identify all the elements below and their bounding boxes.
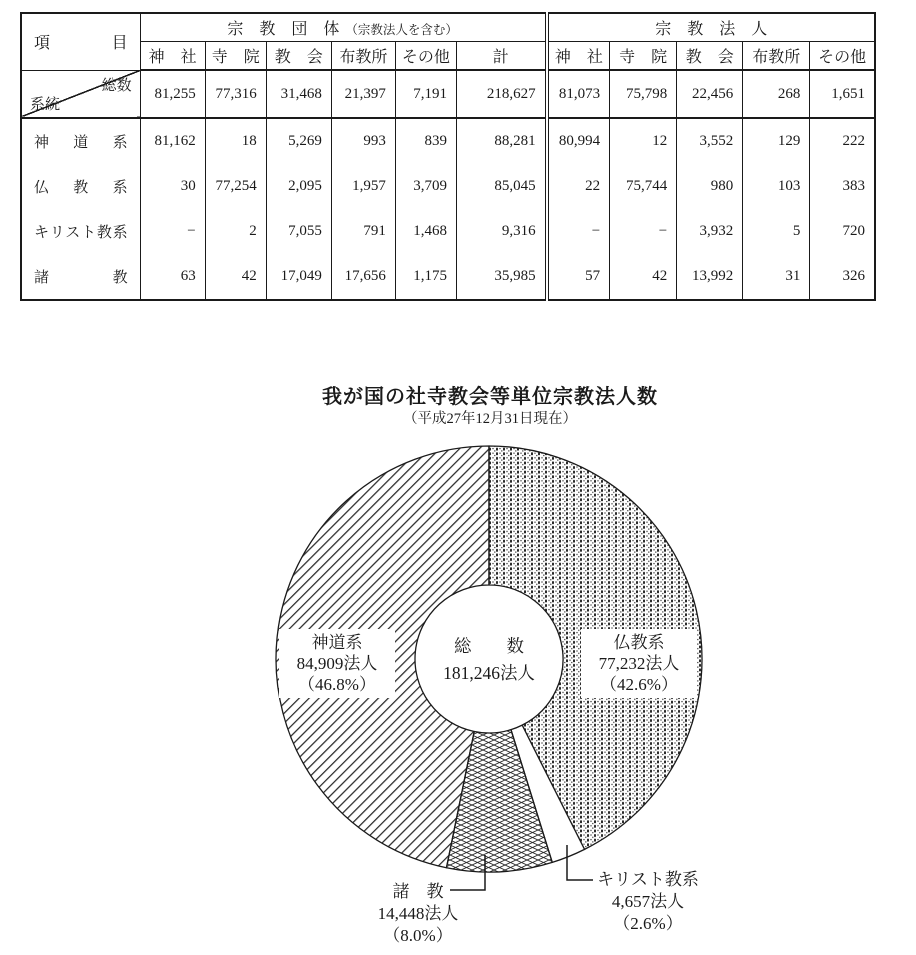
column-header: 寺 院 [610, 42, 677, 71]
value-cell: 81,162 [140, 118, 205, 164]
label-line: キリスト教系 [597, 870, 699, 889]
column-header: 布教所 [743, 42, 810, 71]
column-header: 計 [456, 42, 546, 71]
value-cell: 103 [743, 164, 810, 209]
value-cell: 81,073 [547, 70, 610, 118]
value-cell: 2 [205, 209, 266, 254]
religion-statistics-table [20, 12, 876, 301]
row-label: キリスト教系 [21, 209, 140, 254]
value-cell: 80,994 [547, 118, 610, 164]
value-cell: 7,055 [266, 209, 331, 254]
value-cell: 3,709 [395, 164, 456, 209]
table-row [21, 164, 875, 209]
label-line: （46.8%） [298, 675, 376, 694]
value-cell: 13,992 [677, 254, 743, 300]
row-label: 諸 教 [21, 254, 140, 300]
value-cell: 63 [140, 254, 205, 300]
value-cell: 88,281 [456, 118, 546, 164]
label-line: （2.6%） [613, 914, 683, 933]
stub-header: 項 目 [21, 13, 140, 70]
value-cell: 42 [205, 254, 266, 300]
label-line: 181,246法人 [443, 663, 535, 683]
column-header: 教 会 [677, 42, 743, 71]
value-cell: 22 [547, 164, 610, 209]
value-cell: 21,397 [331, 70, 395, 118]
value-cell: 2,095 [266, 164, 331, 209]
value-cell: 57 [547, 254, 610, 300]
value-cell: 218,627 [456, 70, 546, 118]
value-cell: 980 [677, 164, 743, 209]
label-line: 77,232法人 [598, 654, 680, 673]
label-line: 総 数 [454, 636, 524, 656]
value-cell: 222 [810, 118, 875, 164]
value-cell: 75,798 [610, 70, 677, 118]
value-cell: 1,175 [395, 254, 456, 300]
column-header: 教 会 [266, 42, 331, 71]
label-christian [583, 869, 713, 935]
label-buddhist [581, 629, 697, 698]
label-line: 14,448法人 [377, 904, 459, 923]
value-cell: 81,255 [140, 70, 205, 118]
value-cell: 35,985 [456, 254, 546, 300]
column-header: 神 社 [140, 42, 205, 71]
row-label: 仏 教 系 [21, 164, 140, 209]
value-cell: 383 [810, 164, 875, 209]
value-cell: 7,191 [395, 70, 456, 118]
value-cell: − [610, 209, 677, 254]
label-line: 84,909法人 [296, 654, 378, 673]
value-cell: 75,744 [610, 164, 677, 209]
label-line: 神道系 [311, 633, 363, 652]
value-cell: 720 [810, 209, 875, 254]
value-cell: − [140, 209, 205, 254]
value-cell: 129 [743, 118, 810, 164]
value-cell: 30 [140, 164, 205, 209]
value-cell: 993 [331, 118, 395, 164]
value-cell: 18 [205, 118, 266, 164]
chart-subtitle: （平成27年12月31日現在） [403, 411, 577, 427]
label-line: （42.6%） [600, 675, 678, 694]
column-header: 布教所 [331, 42, 395, 71]
corner-cell [21, 70, 140, 118]
value-cell: 1,651 [810, 70, 875, 118]
value-cell: − [547, 209, 610, 254]
label-line: 諸 教 [392, 882, 444, 901]
value-cell: 31 [743, 254, 810, 300]
label-shokyo [353, 881, 483, 947]
label-total [419, 633, 559, 687]
group-header-religious-corporations [547, 13, 875, 42]
group-header-religious-organizations [140, 13, 546, 42]
group-title: 宗 教 法 人 [655, 21, 768, 38]
row-label: 神 道 系 [21, 118, 140, 164]
label-line: 4,657法人 [611, 892, 685, 911]
value-cell: 5,269 [266, 118, 331, 164]
value-cell: 791 [331, 209, 395, 254]
value-cell: 5 [743, 209, 810, 254]
table-row [21, 118, 875, 164]
column-header: その他 [810, 42, 875, 71]
label-shinto [279, 629, 395, 698]
value-cell: 3,932 [677, 209, 743, 254]
value-cell: 12 [610, 118, 677, 164]
value-cell: 1,468 [395, 209, 456, 254]
group-title: 宗 教 団 体 [227, 21, 340, 38]
group-note: （宗教法人を含む） [345, 23, 458, 37]
value-cell: 85,045 [456, 164, 546, 209]
value-cell: 42 [610, 254, 677, 300]
table-row [21, 209, 875, 254]
value-cell: 77,316 [205, 70, 266, 118]
column-header: その他 [395, 42, 456, 71]
value-cell: 1,957 [331, 164, 395, 209]
value-cell: 326 [810, 254, 875, 300]
value-cell: 3,552 [677, 118, 743, 164]
value-cell: 839 [395, 118, 456, 164]
table-row [21, 254, 875, 300]
value-cell: 268 [743, 70, 810, 118]
value-cell: 9,316 [456, 209, 546, 254]
column-header: 寺 院 [205, 42, 266, 71]
value-cell: 77,254 [205, 164, 266, 209]
chart-title: 我が国の社寺教会等単位宗教法人数 [322, 386, 658, 408]
column-header: 神 社 [547, 42, 610, 71]
label-line: 仏教系 [613, 633, 665, 652]
value-cell: 31,468 [266, 70, 331, 118]
corner-keito-label: 系統 [30, 97, 61, 113]
label-line: （8.0%） [383, 926, 453, 945]
value-cell: 22,456 [677, 70, 743, 118]
value-cell: 17,656 [331, 254, 395, 300]
corner-total-label: 総数 [101, 77, 132, 94]
value-cell: 17,049 [266, 254, 331, 300]
